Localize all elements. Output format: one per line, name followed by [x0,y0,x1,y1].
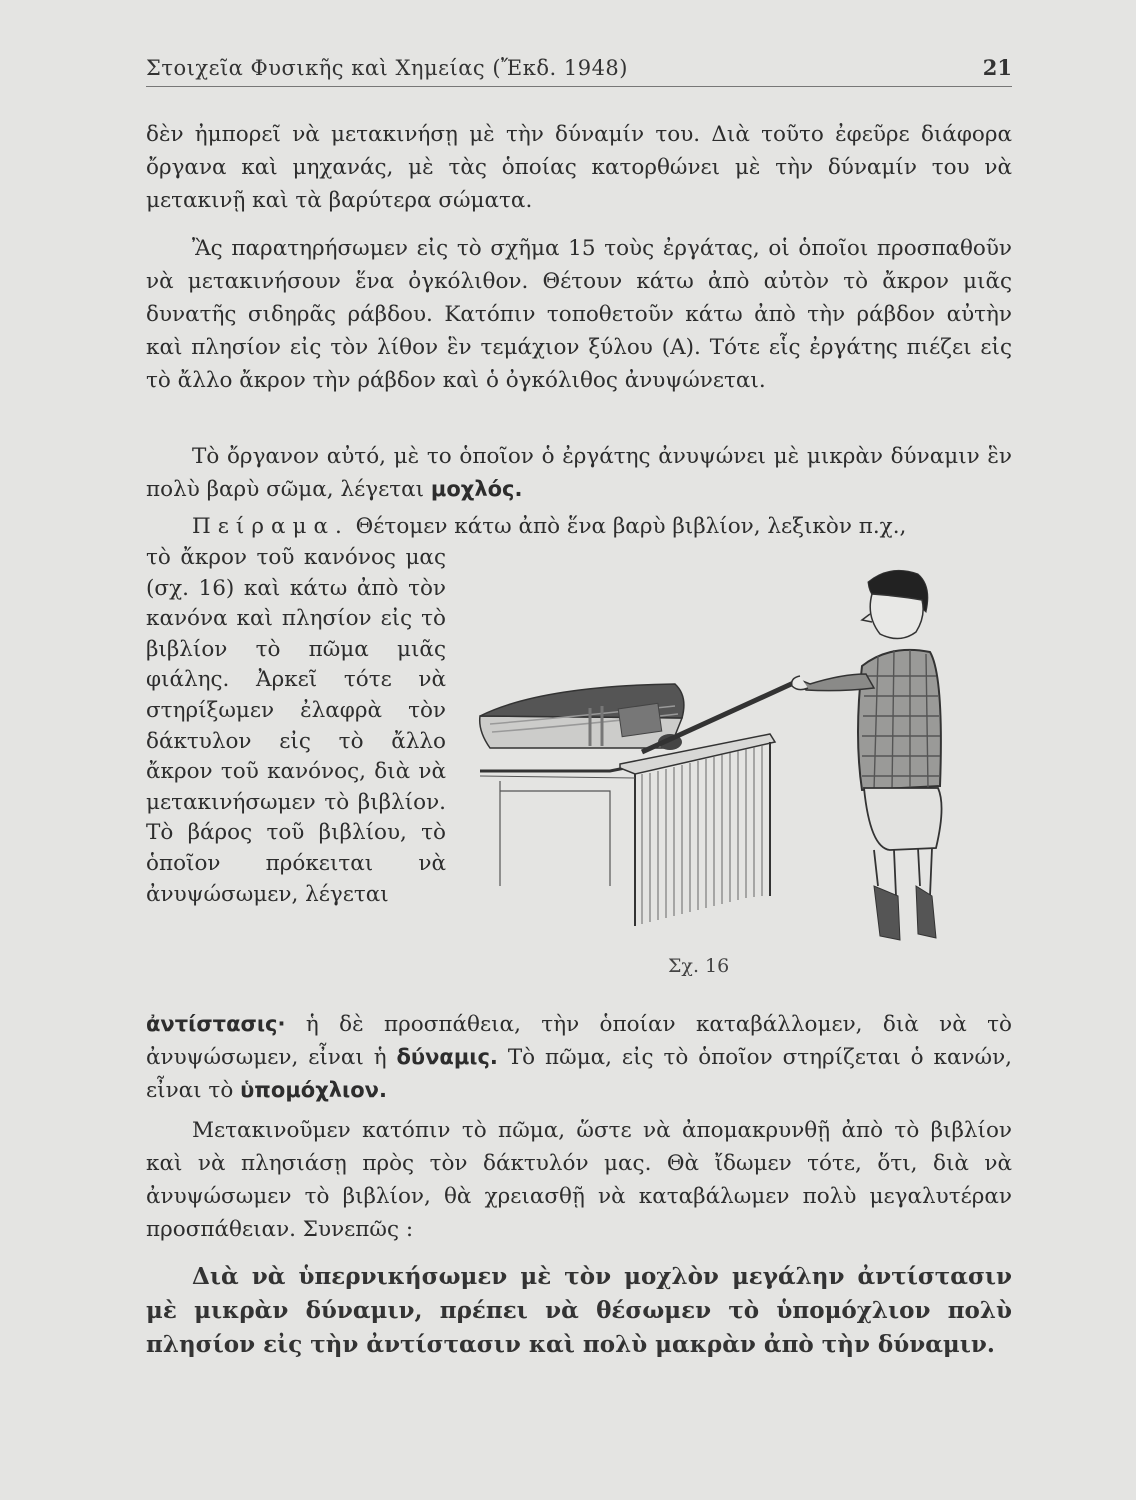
experiment-rest-a: ἡ δὲ προσπάθεια, τὴν ὁποίαν καταβάλλομεν, διὰ νὰ τὸ ἀνυψώσωμεν, εἶναι ἡ [146,1012,1012,1070]
paragraph-move-cork: Μετακινοῦμεν κατόπιν τὸ πῶμα, ὥστε νὰ ἀπομακρυνθῇ ἀπὸ τὸ βιβλίον καὶ νὰ πλησιάσῃ πρὸς τὸν δάκτυλόν μας. Θὰ ἴδωμεν τότε, ὅτι, διὰ νὰ ἀνυψώσωμεν τὸ βιβλίον, θὰ χρειασθῇ νὰ καταβάλωμεν πολὺ μεγαλυτέραν προσπάθειαν. Συνεπῶς : [146,1118,1012,1242]
table-drawing [480,734,775,926]
paragraph-workers: Ἂς παρατηρήσωμεν εἰς τὸ σχῆμα 15 τοὺς ἐργάτας, οἱ ὁποῖοι προσπαθοῦν νὰ μετακινήσουν ἕνα ὀγκόλιθον. Θέτουν κάτω ἀπὸ αὐτὸν τὸ ἄκρον μιᾶς δυνατῆς σιδηρᾶς ράβδου. Κατόπιν τοποθετοῦν κάτω ἀπὸ τὴν ράβδον αὐτὴν καὶ πλησίον εἰς τὸν λίθον ἓν τεμάχιον ξύλου (Α). Τότε εἷς ἐργάτης πιέζει εἰς τὸ ἄλλο ἄκρον τὴν ράβδον καὶ ὁ ὀγκόλιθος ἀνυψώνεται. [146,236,1012,393]
header-title: Στοιχεῖα Φυσικῆς καὶ Χημείας (Ἔκδ. 1948) [146,56,628,80]
figure-caption: Σχ. 16 [668,955,730,977]
experiment-rest-b: Τὸ πῶμα, εἰς τὸ ὁποῖον στηρίζεται ὁ κανών, εἶναι τὸ [146,1045,1012,1103]
experiment-first-text: Θέτομεν κάτω ἀπὸ ἕνα βαρὺ βιβλίον, λεξικὸν π.χ., [355,514,907,539]
paragraph-lever-definition [146,440,1012,506]
running-header [146,42,1012,87]
page-number: 21 [982,55,1012,80]
figure-16-illustration [470,556,990,996]
boy-drawing [792,570,942,940]
experiment-conclusion [146,1008,1012,1107]
conclusion-rule: Διὰ νὰ ὑπερνικήσωμεν μὲ τὸν μοχλὸν μεγάλην ἀντίστασιν μὲ μικρὰν δύναμιν, πρέπει νὰ θέσωμεν τὸ ὑπομόχλιον πολὺ πλησίον εἰς τὴν ἀντίστασιν καὶ πολὺ μακρὰν ἀπὸ τὴν δύναμιν. [146,1263,1012,1358]
experiment-label: Πείραμα. [192,514,349,539]
lever-definition-text: Τὸ ὄργανον αὐτό, μὲ το ὁποῖον ὁ ἐργάτης ἀνυψώνει μὲ μικρὰν δύναμιν ἓν πολὺ βαρὺ σῶμα, λέγεται [146,444,1012,502]
experiment-first-line [146,510,1012,543]
lever-experiment-drawing [470,556,990,956]
term-resistance: ἀντίστασις· [146,1012,286,1036]
experiment-side-text: τὸ ἄκρον τοῦ κανόνος μας (σχ. 16) καὶ κάτω ἀπὸ τὸν κανόνα καὶ πλησίον εἰς τὸ βιβλίον τὸ πῶμα μιᾶς φιάλης. Ἀρκεῖ τότε νὰ στηρίξωμεν ἐλαφρὰ τὸν δάκτυλον εἰς τὸ ἄλλο ἄκρον τοῦ κανόνος, διὰ νὰ μετακινήσωμεν τὸ βιβλίον. Τὸ βάρος τοῦ βιβλίου, τὸ ὁποῖον πρόκειται νὰ ἀνυψώσωμεν, λέγεται [146,545,446,907]
paragraph-intro: δὲν ἠμπορεῖ νὰ μετακινήσῃ μὲ τὴν δύναμίν του. Διὰ τοῦτο ἐφεῦρε διάφορα ὄργανα καὶ μηχανάς, μὲ τὰς ὁποίας κατορθώνει μὲ τὴν δύναμίν του νὰ μετακινῇ καὶ τὰ βαρύτερα σώματα. [146,122,1012,213]
term-lever: μοχλός. [430,477,523,501]
term-force: δύναμις. [396,1045,498,1069]
term-fulcrum: ὑπομόχλιον. [240,1078,387,1102]
book-drawing [480,684,684,748]
